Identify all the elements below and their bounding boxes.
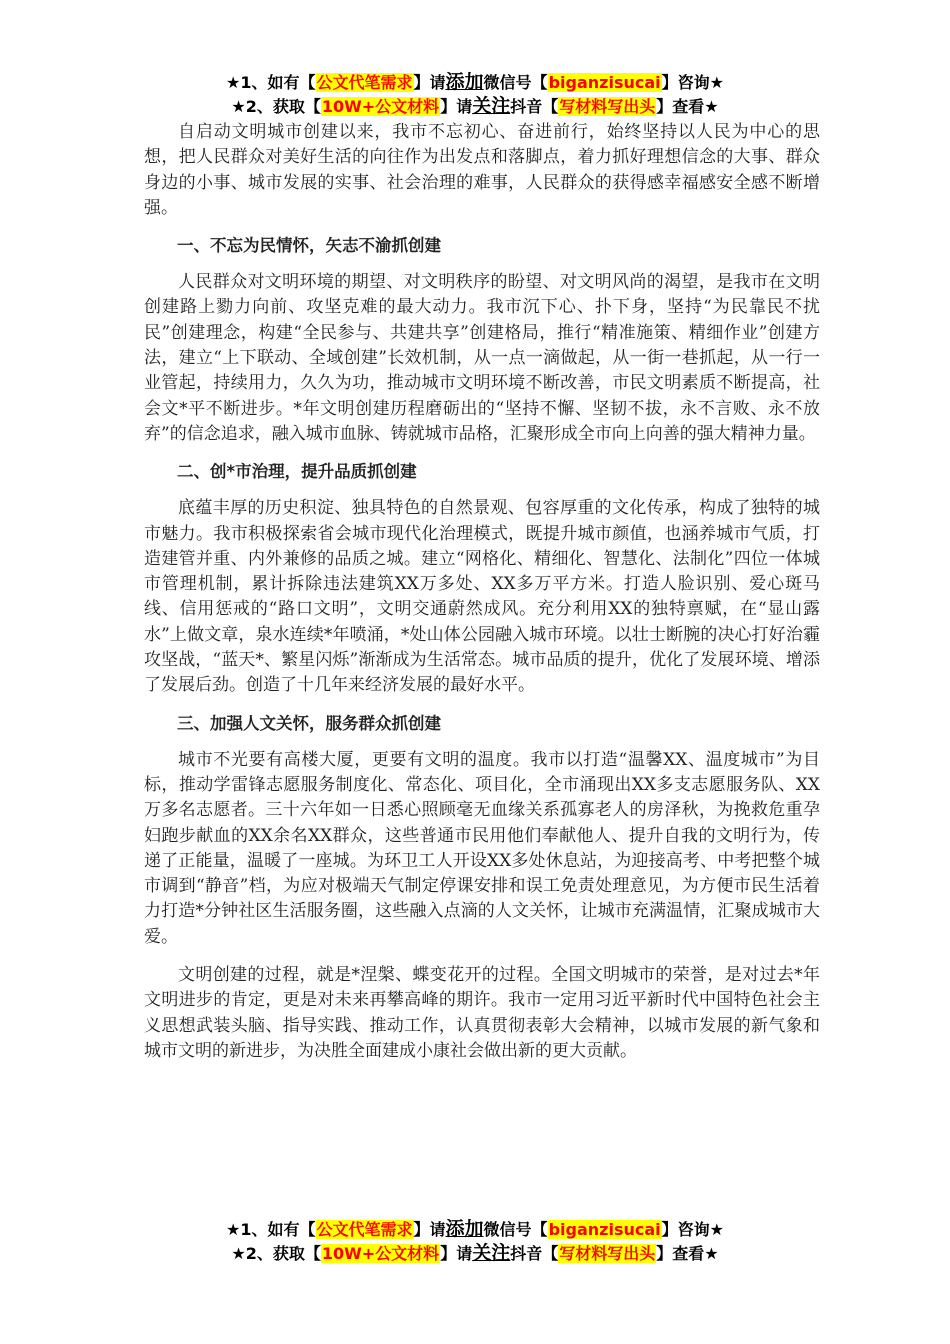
douyin-id-highlight: 写材料写出头 [559, 97, 656, 116]
section-3-paragraph: 城市不光要有高楼大厦，更要有文明的温度。我市以打造“温馨XX、温度城市”为目标，推动学雷锋志愿服务制度化、常态化、项目化，全市涌现出XX多支志愿服务队、XX万多名志愿者。三十六年如一日悉心照顾毫无血缘关系孤寡老人的房泽秋，为挽救危重孕妇跑步献血的XX余名XX群众，这些普通市民用他们奉献他人、提升自我的文明行为，传递了正能量，温暖了一座城。为环卫工人开设XX多处休息站，为迎接高考、中考把整个城市调到“静音”档，为应对极端天气制定停课安排和误工免责处理意见，为方便市民生活着力打造*分钟社区生活服务圈，这些融入点滴的人文关怀，让城市充满温情，汇聚成城市大爱。 [144, 749, 820, 947]
banner-emphasis: 添加 [445, 1218, 484, 1240]
conclusion-paragraph: 文明创建的过程，就是*涅槃、蝶变花开的过程。全国文明城市的荣誉，是对过去*年文明进步的肯定，更是对未来再攀高峰的期许。我市一定用习近平新时代中国特色社会主义思想武装头脑、指导实践、推动工作，认真贯彻表彰大会精神，以城市发展的新气象和城市文明的新进步，为决胜全面建成小康社会做出新的更大贡献。 [144, 965, 820, 1061]
section-2-paragraph: 底蕴丰厚的历史积淀、独具特色的自然景观、包容厚重的文化传承，构成了独特的城市魅力。我市积极探索省会城市现代化治理模式，既提升城市颜值，也涵养城市气质，打造建管并重、内外兼修的品质之城。建立“网格化、精细化、智慧化、法制化”四位一体城市管理机制，累计拆除违法建筑XX万多处、XX多万平方米。打造人脸识别、爱心斑马线、信用惩戒的“路口文明”，文明交通蔚然成风。充分利用XX的独特禀赋，在“显山露水”上做文章，泉水连续*年喷涌，*处山体公园融入城市环境。以壮士断腕的决心打好治霾攻坚战，“蓝天*、繁星闪烁”渐渐成为生活常态。城市品质的提升，优化了发展环境、增添了发展后劲。创造了十几年来经济发展的最好水平。 [144, 498, 820, 696]
banner-text: ★2、获取【 [231, 97, 321, 116]
banner-text: 】请 [413, 1220, 446, 1239]
intro-paragraph: 自启动文明城市创建以来，我市不忘初心、奋进前行，始终坚持以人民为中心的思想，把人民群众对美好生活的向往作为出发点和落脚点，着力抓好理想信念的大事、群众身边的小事、城市发展的实事、社会治理的难事，人民群众的获得感幸福感安全感不断增强。 [144, 122, 820, 218]
banner-text: 】查看★ [656, 97, 719, 116]
wechat-id-highlight: biganzisucai [548, 73, 661, 92]
banner-text: ★1、如有【 [226, 1220, 316, 1239]
banner-text: 抖音【 [510, 97, 559, 116]
banner-text: ★2、获取【 [231, 1244, 321, 1263]
top-banner-line-2 [0, 94, 950, 119]
bottom-banner-line-2 [0, 1241, 950, 1266]
banner-highlight: 公文代笔需求 [316, 1220, 413, 1239]
banner-emphasis: 关注 [472, 95, 511, 117]
banner-text: 微信号【 [483, 73, 548, 92]
wechat-id-highlight: biganzisucai [548, 1220, 661, 1239]
banner-text: 】请 [440, 1244, 473, 1263]
banner-text: 微信号【 [483, 1220, 548, 1239]
banner-emphasis: 添加 [445, 71, 484, 93]
document-body [144, 120, 820, 1064]
banner-highlight: 公文代笔需求 [316, 73, 413, 92]
section-2-heading: 二、创*市治理，提升品质抓创建 [177, 462, 417, 482]
banner-text: 】请 [413, 73, 446, 92]
banner-text: 】请 [440, 97, 473, 116]
douyin-id-highlight: 写材料写出头 [559, 1244, 656, 1263]
banner-text: ★1、如有【 [226, 73, 316, 92]
banner-highlight: 10W+公文材料 [321, 97, 440, 116]
banner-text: 】咨询★ [661, 73, 724, 92]
section-1-heading: 一、不忘为民情怀，矢志不渝抓创建 [177, 236, 441, 256]
banner-text: 抖音【 [510, 1244, 559, 1263]
section-1-paragraph: 人民群众对文明环境的期望、对文明秩序的盼望、对文明风尚的渴望，是我市在文明创建路上勠力向前、攻坚克难的最大动力。我市沉下心、扑下身，坚持“为民靠民不扰民”创建理念，构建“全民参与、共建共享”创建格局，推行“精准施策、精细作业”创建方法，建立“上下联动、全域创建”长效机制，从一点一滴做起，从一街一巷抓起，从一行一业管起，持续用力，久久为功，推动城市文明环境不断改善，市民文明素质不断提高，社会文*平不断进步。*年文明创建历程磨砺出的“坚持不懈、坚韧不拔，永不言败、永不放弃”的信念追求，融入城市血脉、铸就城市品格，汇聚形成全市向上向善的强大精神力量。 [144, 272, 820, 444]
banner-text: 】查看★ [656, 1244, 719, 1263]
banner-highlight: 10W+公文材料 [321, 1244, 440, 1263]
banner-text: 】咨询★ [661, 1220, 724, 1239]
section-3-heading: 三、加强人文关怀，服务群众抓创建 [177, 713, 441, 733]
bottom-banner-line-1 [0, 1217, 950, 1242]
top-banner-line-1 [0, 70, 950, 95]
banner-emphasis: 关注 [472, 1242, 511, 1264]
